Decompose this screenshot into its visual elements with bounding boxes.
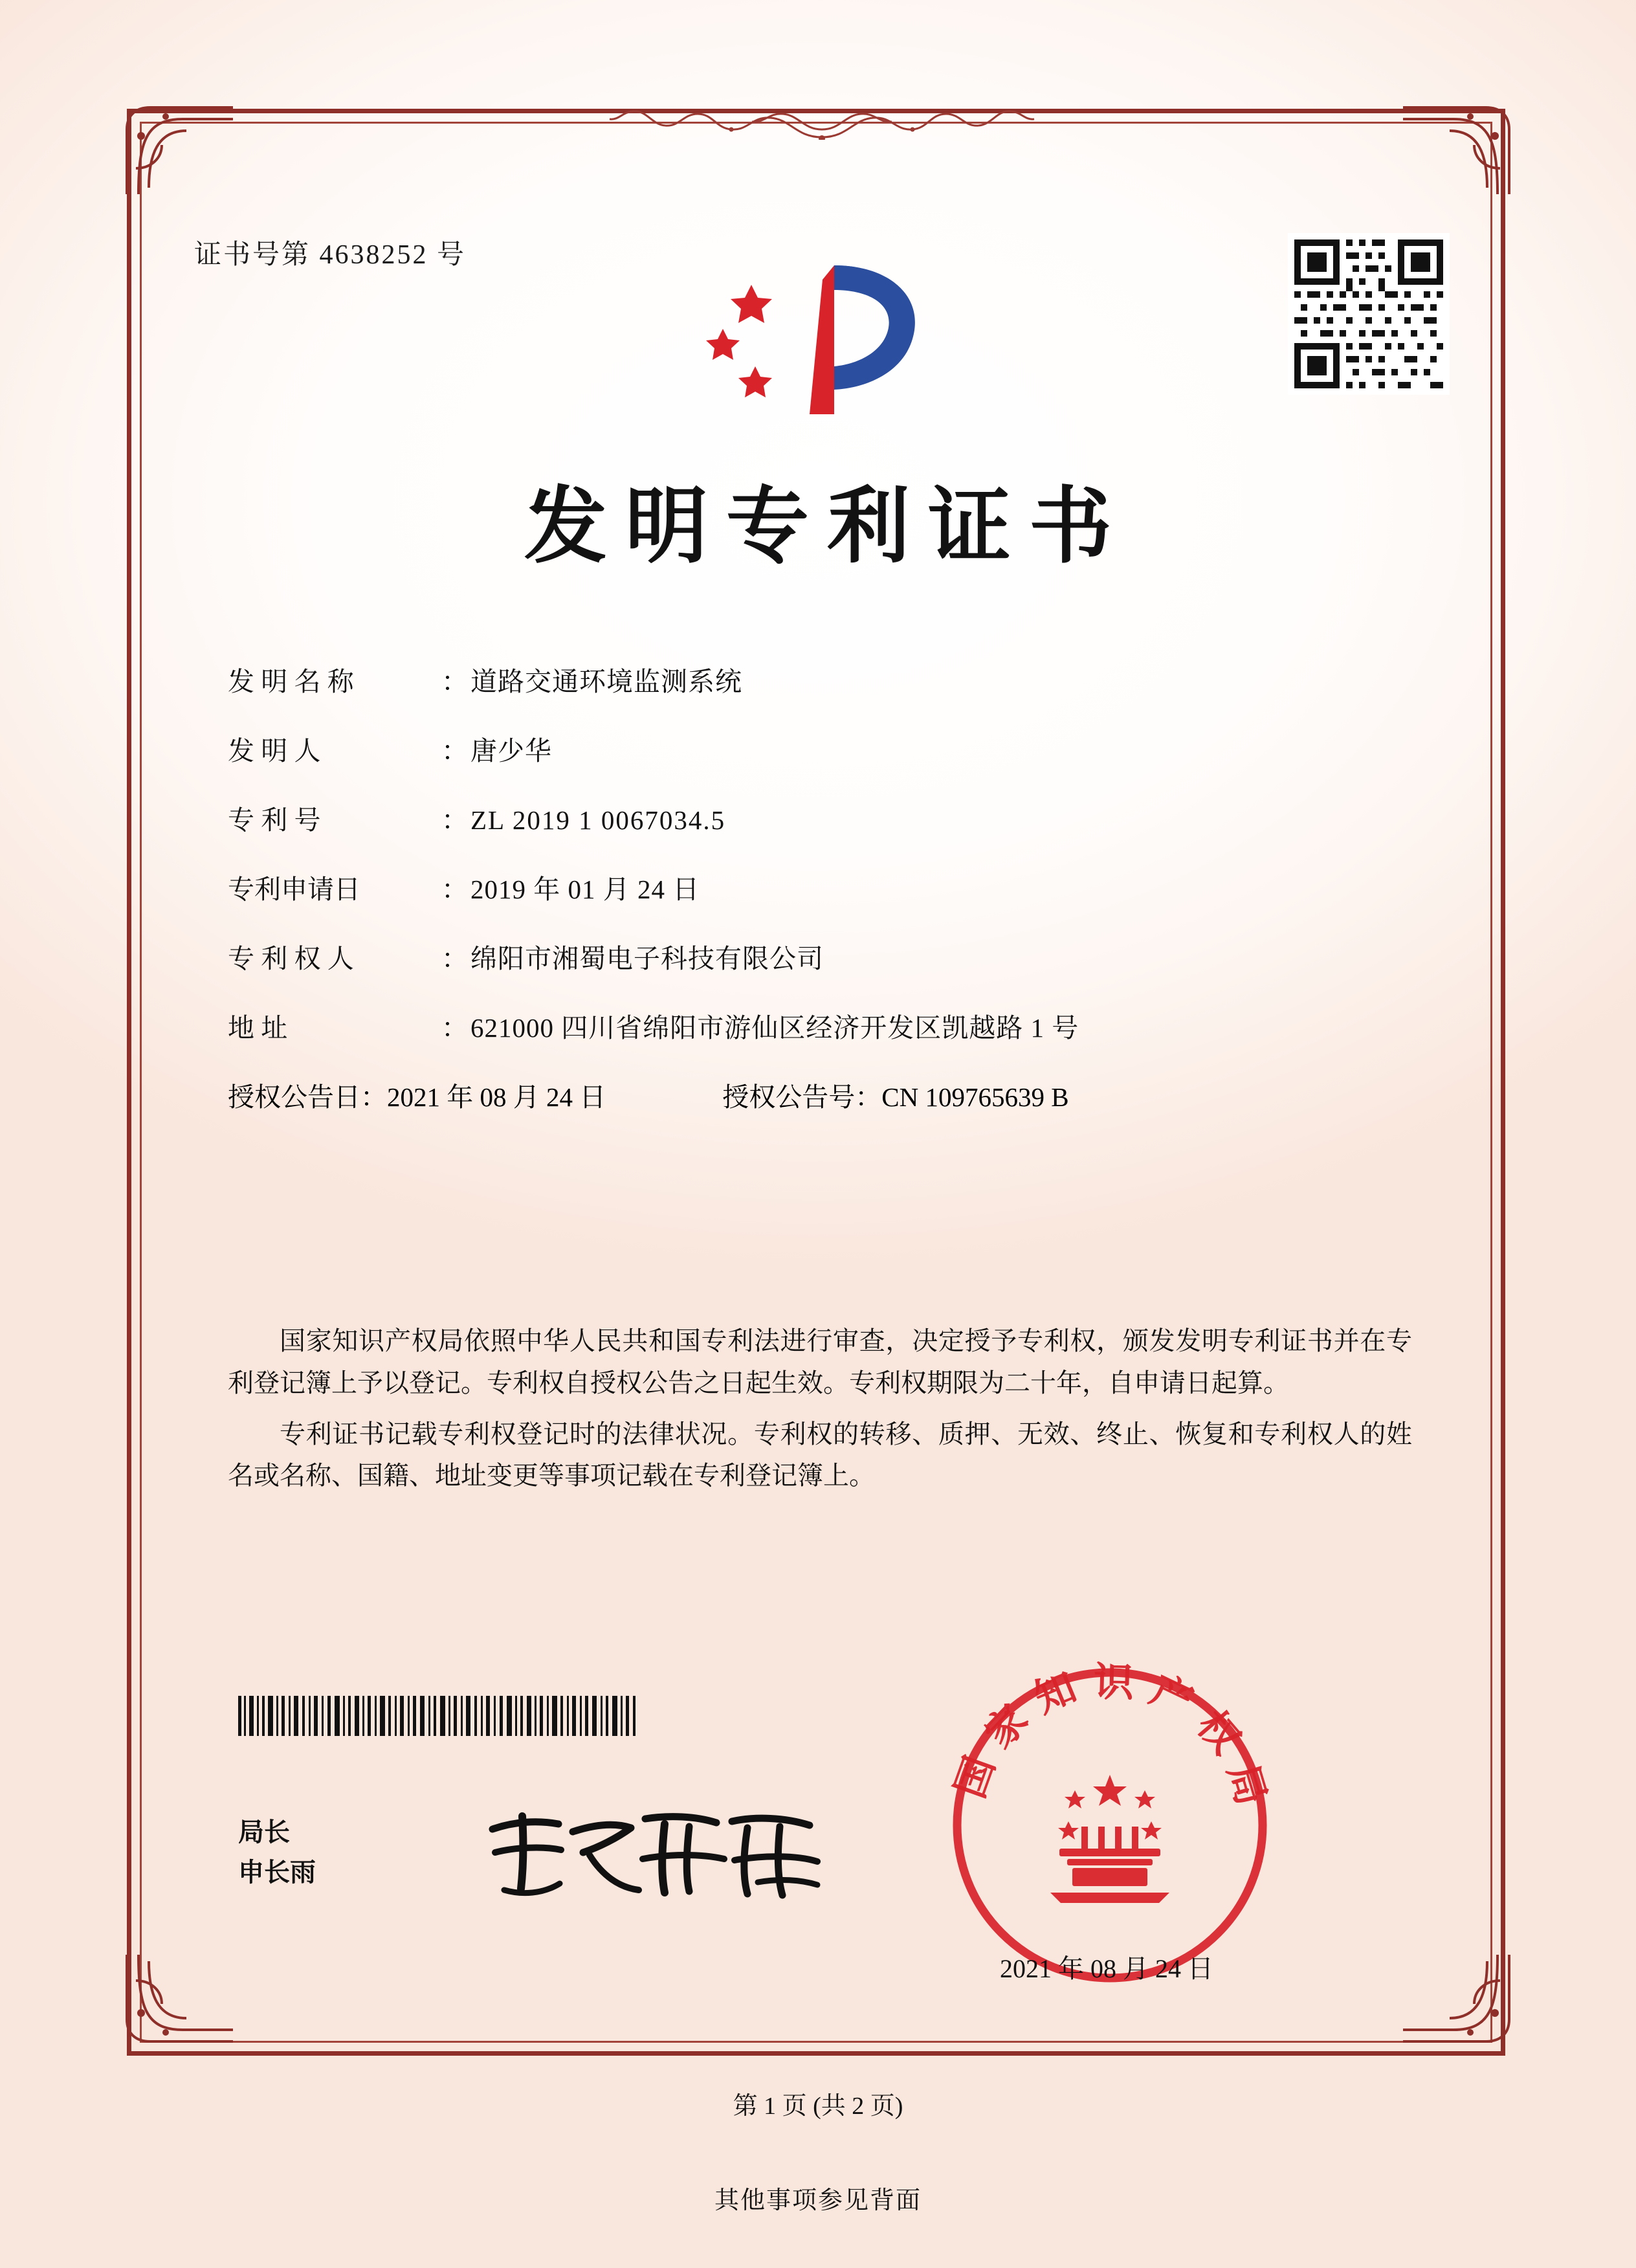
field-colon: ：: [441, 944, 468, 973]
seal-date: 2021 年 08 月 24 日: [1000, 1954, 1213, 1983]
field-list: [228, 660, 1425, 1114]
grant-number-label: 授权公告号: [722, 1082, 856, 1112]
official-seal-icon: [942, 1657, 1278, 1994]
paragraph-2: 专利证书记载专利权登记时的法律状况。专利权的转移、质押、无效、终止、恢复和专利权人的姓名或名称、国籍、地址变更等事项记载在专利登记簿上。: [228, 1419, 1412, 1491]
field-colon: ：: [441, 1013, 468, 1043]
field-grant-row: [228, 1076, 1425, 1114]
field-label: 专 利 号: [228, 805, 321, 835]
top-ornament-icon: [537, 82, 1107, 140]
grant-date-colon: ：: [360, 1082, 387, 1112]
field-colon: ：: [441, 667, 468, 696]
field-label: 发 明 名 称: [228, 667, 354, 696]
field-label: 地 址: [228, 1013, 288, 1043]
field-value: 唐少华: [470, 736, 552, 766]
back-side-note: 其他事项参见背面: [714, 2187, 922, 2214]
field-application-date: [228, 868, 1425, 906]
field-value: 2019 年 01 月 24 日: [470, 874, 700, 904]
certificate-number: 证书号第 4638252 号: [194, 240, 467, 270]
field-value: ZL 2019 1 0067034.5: [470, 805, 726, 835]
grant-date-value: 2021 年 08 月 24 日: [387, 1082, 606, 1112]
signature-block: [238, 1812, 316, 1893]
grant-date-label: 授权公告日: [228, 1082, 360, 1112]
patent-logo-icon: [696, 239, 955, 427]
field-address: [228, 1006, 1425, 1045]
director-title: 局长: [238, 1818, 290, 1847]
grant-number-value: CN 109765639 B: [881, 1082, 1069, 1112]
handwritten-signature-icon: [476, 1793, 838, 1909]
svg-text:国 家 知 识 产 权 局: 国 家 知 识 产 权 局: [945, 1658, 1276, 1811]
field-label: 专 利 权 人: [228, 944, 354, 973]
director-name: 申长雨: [238, 1858, 316, 1887]
field-label: 专利申请日: [228, 874, 360, 904]
field-colon: ：: [441, 805, 468, 835]
field-inventor: [228, 729, 1425, 768]
barcode-icon: [238, 1696, 639, 1736]
qr-code-icon: [1288, 233, 1450, 395]
field-invention-title: [228, 660, 1425, 698]
field-value: 道路交通环境监测系统: [470, 667, 742, 696]
page-title: 发明专利证书: [524, 478, 1130, 575]
field-label: 发 明 人: [228, 736, 321, 766]
grant-number-segment: [722, 1076, 1068, 1114]
field-value: 绵阳市湘蜀电子科技有限公司: [470, 944, 824, 973]
field-patentee: [228, 937, 1425, 975]
grant-date-segment: [228, 1076, 606, 1114]
grant-number-colon: ：: [855, 1082, 882, 1112]
paragraph-1: 国家知识产权局依照中华人民共和国专利法进行审查，决定授予专利权，颁发发明专利证书并在专利登记簿上予以登记。专利权自授权公告之日起生效。专利权期限为二十年，自申请日起算。: [228, 1326, 1412, 1397]
field-colon: ：: [441, 874, 468, 904]
field-value: 621000 四川省绵阳市游仙区经济开发区凯越路 1 号: [470, 1013, 1079, 1043]
page-indicator: 第 1 页 (共 2 页): [733, 2093, 903, 2120]
field-colon: ：: [441, 736, 468, 766]
field-patent-number: [228, 799, 1425, 837]
legal-text: [228, 1320, 1412, 1506]
